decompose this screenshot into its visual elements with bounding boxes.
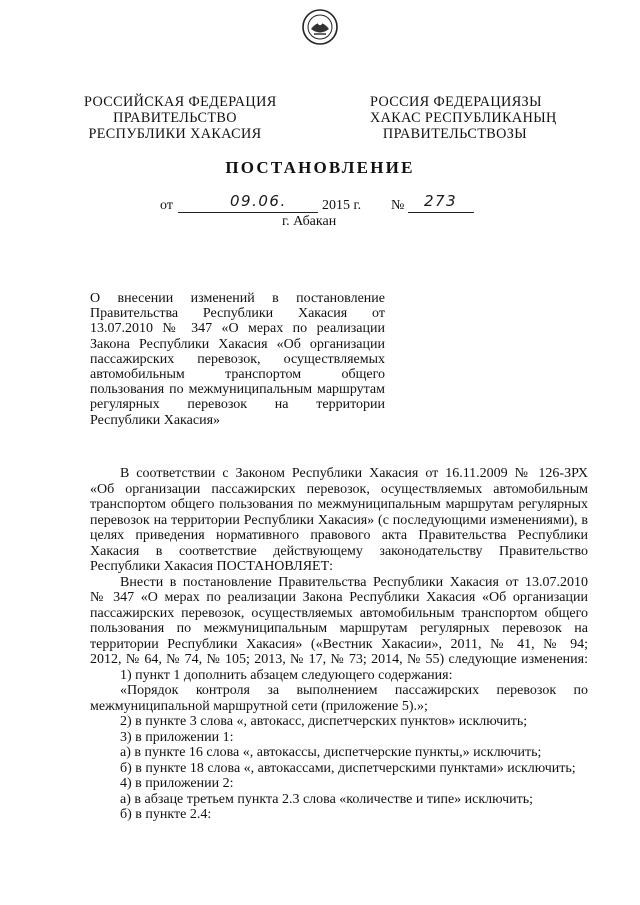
subject-line: О внесении изменений в постановление — [90, 291, 385, 306]
body-line: целях приведения нормативного правового акта Правительства Республики — [90, 528, 588, 543]
header-left-line: ПРАВИТЕЛЬСТВО — [113, 110, 237, 126]
header-left-line: РЕСПУБЛИКИ ХАКАСИЯ — [88, 126, 262, 142]
body-line: а) в абзаце третьем пункта 2.3 слова «количестве и типе» исключить; — [120, 791, 534, 807]
body-line: территории Республики Хакасия» («Вестник Хакасии», 2011, № 41, № 94; — [90, 636, 588, 652]
header-right-line: ПРАВИТЕЛЬСТВОЗЫ — [382, 126, 528, 142]
subject-line: Правительства Республики Хакасия от — [90, 306, 385, 322]
body-line: перевозок на территории Республики Хакасия» (с последующими изменениями), в — [90, 512, 588, 528]
header-right-line: ХАКАС РЕСПУБЛИКАНЫҢ — [370, 110, 557, 126]
subject-line: автомобильным транспортом общего — [90, 367, 385, 383]
body-line: 2012, № 64, № 74, № 105; 2013, № 17, № 73; 2014, № 55) следующие изменения: — [90, 652, 588, 667]
subject-line: пассажирских перевозок, осуществляемых — [90, 351, 385, 367]
body-line: 4) в приложении 2: — [120, 776, 234, 791]
city-text: г. Абакан — [282, 214, 337, 229]
body-line: б) в пункте 18 слова «, автокассами, диспетчерскими пунктами» исключить; — [120, 760, 576, 776]
body-line: «Об организации пассажирских перевозок, осуществляемых автомобильным — [90, 481, 588, 497]
coat-of-arms-emblem — [301, 8, 339, 46]
subject-line: Закона Республики Хакасия «Об организации — [90, 336, 385, 352]
date-underline — [178, 212, 318, 213]
body-line: транспортом общего пользования по межмуниципальным маршрутам регулярных — [90, 497, 588, 512]
subject-line: пользования по межмуниципальным маршрутам — [90, 382, 385, 398]
number-underline — [408, 212, 474, 213]
year-text: 2015 г. — [322, 198, 362, 213]
header-left-block — [84, 94, 277, 142]
body-line: пользования по межмуниципальным маршрутам регулярных перевозок на — [90, 621, 588, 636]
body-line: б) в пункте 2.4: — [120, 807, 212, 822]
body-line: «Порядок контроля за выполнением пассажирских перевозок по — [120, 683, 588, 698]
body-line: а) в пункте 16 слова «, автокассы, диспетчерские пункты,» исключить; — [120, 745, 542, 760]
subject-line: Республики Хакасия» — [90, 412, 221, 428]
header-right-line: РОССИЯ ФЕДЕРАЦИЯЗЫ — [370, 94, 542, 110]
document-title: ПОСТАНОВЛЕНИЕ — [225, 158, 415, 177]
body-text — [90, 466, 588, 823]
body-line: пассажирских перевозок, осуществляемых автомобильным транспортом общего — [90, 605, 588, 621]
body-line: № 347 «О мерах по реализации Закона Республики Хакасия «Об организации — [90, 590, 588, 605]
body-line: Республики Хакасия ПОСТАНОВЛЯЕТ: — [90, 559, 334, 574]
number-label: № — [391, 198, 405, 213]
body-line: 3) в приложении 1: — [120, 729, 234, 745]
date-from-label: от — [160, 198, 173, 213]
body-line: межмуниципальной маршрутной сети (приложение 5).»; — [90, 698, 428, 714]
subject-line: 13.07.2010 № 347 «О мерах по реализации — [90, 321, 385, 337]
body-line: 2) в пункте 3 слова «, автокасс, диспетчерских пунктов» исключить; — [120, 714, 528, 729]
number-handwritten: 273 — [424, 192, 458, 210]
body-line: В соответствии с Законом Республики Хакасия от 16.11.2009 № 126-ЗРХ — [120, 466, 588, 481]
body-line: Внести в постановление Правительства Республики Хакасия от 13.07.2010 — [120, 574, 588, 590]
date-handwritten: 09.06. — [230, 192, 287, 210]
subject-block — [90, 291, 385, 428]
header-left-line: РОССИЙСКАЯ ФЕДЕРАЦИЯ — [84, 94, 277, 110]
body-line: Хакасия в соответствие действующему законодательству Правительство — [90, 543, 588, 559]
header-right-block — [370, 94, 557, 142]
subject-line: регулярных перевозок на территории — [90, 397, 385, 413]
body-line: 1) пункт 1 дополнить абзацем следующего содержания: — [120, 667, 453, 683]
